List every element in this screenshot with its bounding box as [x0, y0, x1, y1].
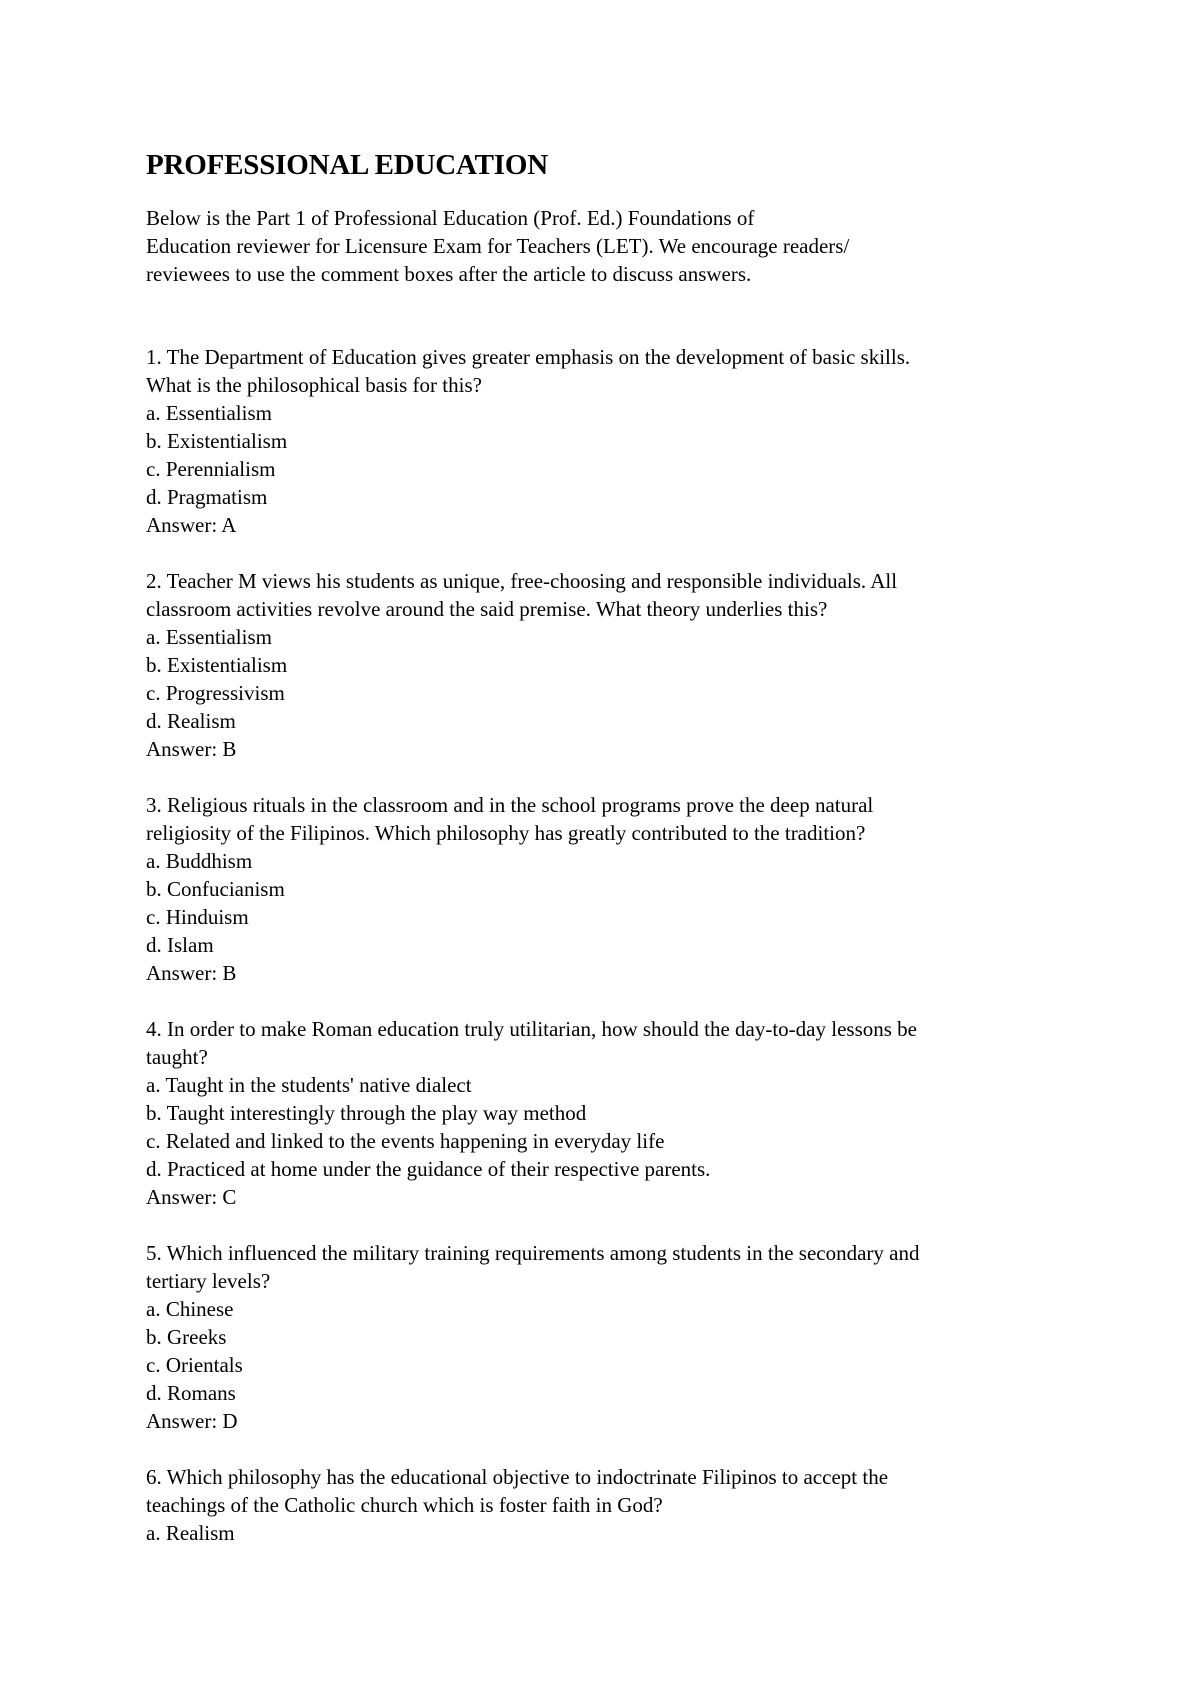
option: a. Essentialism	[146, 625, 272, 649]
answer: Answer: A	[146, 513, 237, 537]
intro-line: Below is the Part 1 of Professional Education (Prof. Ed.) Foundations of	[146, 206, 755, 230]
option: c. Orientals	[146, 1353, 243, 1377]
option: d. Practiced at home under the guidance of their respective parents.	[146, 1157, 711, 1181]
option: c. Perennialism	[146, 457, 276, 481]
option: c. Progressivism	[146, 681, 285, 705]
question-2	[146, 567, 1126, 763]
option: a. Realism	[146, 1521, 235, 1545]
option: a. Essentialism	[146, 401, 272, 425]
option: a. Buddhism	[146, 849, 253, 873]
question-text: 6. Which philosophy has the educational objective to indoctrinate Filipinos to accept the	[146, 1465, 889, 1489]
option: c. Related and linked to the events happening in everyday life	[146, 1129, 665, 1153]
option: d. Realism	[146, 709, 236, 733]
answer: Answer: B	[146, 961, 237, 985]
option: b. Existentialism	[146, 653, 288, 677]
answer: Answer: D	[146, 1409, 238, 1433]
question-text: tertiary levels?	[146, 1269, 271, 1293]
question-text: taught?	[146, 1045, 208, 1069]
question-1	[146, 343, 1126, 539]
answer: Answer: B	[146, 737, 237, 761]
question-text: teachings of the Catholic church which is foster faith in God?	[146, 1493, 663, 1517]
option: b. Existentialism	[146, 429, 288, 453]
answer: Answer: C	[146, 1185, 237, 1209]
question-5	[146, 1239, 1126, 1435]
question-text: classroom activities revolve around the said premise. What theory underlies this?	[146, 597, 828, 621]
option: a. Taught in the students' native dialect	[146, 1073, 472, 1097]
question-list	[146, 343, 1126, 1547]
intro-line: reviewees to use the comment boxes after the article to discuss answers.	[146, 262, 752, 286]
question-text: 2. Teacher M views his students as unique, free-choosing and responsible individuals. All	[146, 569, 898, 593]
question-4	[146, 1015, 1126, 1211]
question-text: 4. In order to make Roman education truly utilitarian, how should the day-to-day lessons be	[146, 1017, 917, 1041]
question-text: 1. The Department of Education gives greater emphasis on the development of basic skills.	[146, 345, 911, 369]
intro-line: Education reviewer for Licensure Exam for Teachers (LET). We encourage readers/	[146, 234, 850, 258]
question-6	[146, 1463, 1126, 1547]
option: b. Taught interestingly through the play way method	[146, 1101, 587, 1125]
option: d. Islam	[146, 933, 214, 957]
option: d. Pragmatism	[146, 485, 268, 509]
question-text: religiosity of the Filipinos. Which philosophy has greatly contributed to the tradition?	[146, 821, 866, 845]
question-text: What is the philosophical basis for this?	[146, 373, 482, 397]
question-text: 5. Which influenced the military training requirements among students in the secondary and	[146, 1241, 920, 1265]
question-3	[146, 791, 1126, 987]
option: b. Confucianism	[146, 877, 285, 901]
option: d. Romans	[146, 1381, 236, 1405]
option: a. Chinese	[146, 1297, 234, 1321]
option: c. Hinduism	[146, 905, 249, 929]
page-title: PROFESSIONAL EDUCATION	[146, 149, 548, 181]
document-page	[146, 148, 1126, 1575]
intro-paragraph	[146, 204, 1126, 288]
question-text: 3. Religious rituals in the classroom and in the school programs prove the deep natural	[146, 793, 874, 817]
option: b. Greeks	[146, 1325, 227, 1349]
